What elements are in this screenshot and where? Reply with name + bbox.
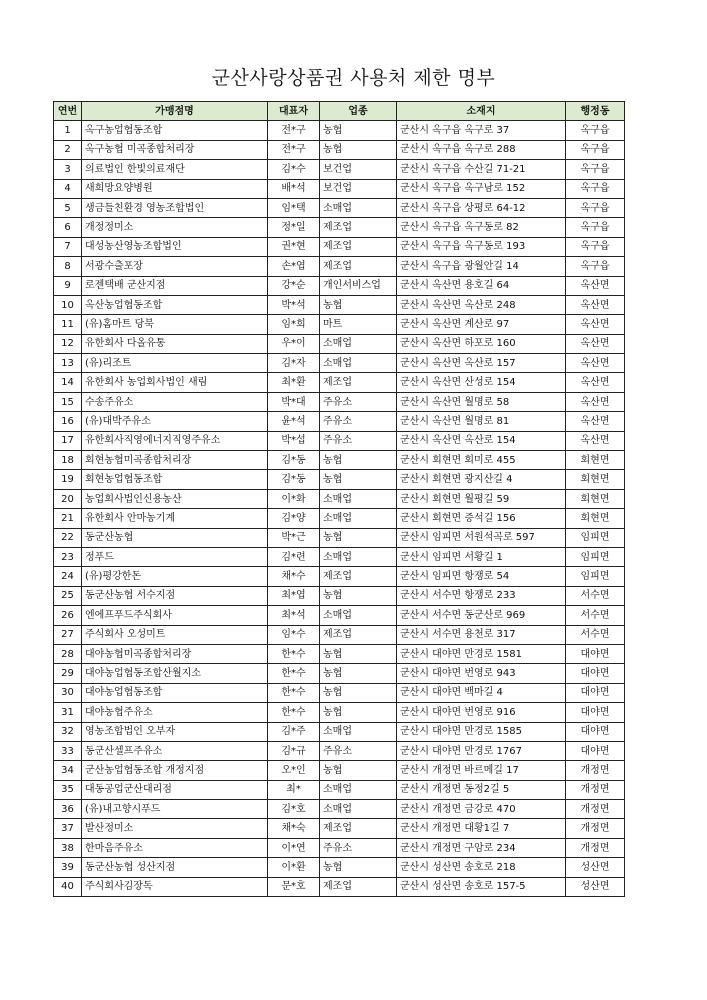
cell-number: 3 <box>54 160 82 179</box>
table-row <box>54 838 625 857</box>
cell-industry: 농협 <box>320 586 397 605</box>
table-row <box>54 412 625 431</box>
cell-district: 임피면 <box>566 528 625 547</box>
column-header-address: 소재지 <box>397 102 566 121</box>
cell-representative: 김*주 <box>268 722 320 741</box>
cell-store-name: (유)대박주유소 <box>82 412 268 431</box>
cell-district: 옥산면 <box>566 315 625 334</box>
cell-district: 옥산면 <box>566 354 625 373</box>
cell-number: 12 <box>54 334 82 353</box>
cell-store-name: 새희망요양병원 <box>82 179 268 198</box>
cell-industry: 소매업 <box>320 547 397 566</box>
cell-address: 군산시 옥구읍 상평로 64-12 <box>397 198 566 217</box>
cell-representative: 김*동 <box>268 470 320 489</box>
cell-store-name: 한마음주유소 <box>82 838 268 857</box>
cell-representative: 강*순 <box>268 276 320 295</box>
cell-store-name: 옥구농협 미곡종합처리장 <box>82 140 268 159</box>
cell-number: 5 <box>54 198 82 217</box>
cell-representative: 김*수 <box>268 160 320 179</box>
cell-industry: 소매업 <box>320 800 397 819</box>
cell-industry: 제조업 <box>320 257 397 276</box>
cell-number: 15 <box>54 392 82 411</box>
cell-industry: 제조업 <box>320 237 397 256</box>
column-header-number: 연번 <box>54 102 82 121</box>
cell-address: 군산시 회현면 월평길 59 <box>397 489 566 508</box>
cell-store-name: 대야농협주유소 <box>82 703 268 722</box>
cell-number: 21 <box>54 509 82 528</box>
cell-address: 군산시 옥산면 월명로 58 <box>397 392 566 411</box>
cell-store-name: 동군산셀프주유소 <box>82 741 268 760</box>
cell-store-name: 유한회사 안마농기계 <box>82 509 268 528</box>
cell-store-name: 대성농산영농조합법인 <box>82 237 268 256</box>
cell-representative: 최*환 <box>268 373 320 392</box>
table-header-row <box>54 102 625 121</box>
cell-store-name: 유한회사 농업회사법인 새림 <box>82 373 268 392</box>
cell-representative: 임*희 <box>268 315 320 334</box>
cell-representative: 윤*석 <box>268 412 320 431</box>
table-row <box>54 683 625 702</box>
cell-representative: 김*호 <box>268 800 320 819</box>
column-header-representative: 대표자 <box>268 102 320 121</box>
cell-district: 옥구읍 <box>566 160 625 179</box>
cell-address: 군산시 회현면 증석길 156 <box>397 509 566 528</box>
column-header-industry: 업종 <box>320 102 397 121</box>
table-row <box>54 237 625 256</box>
cell-store-name: 주식회사김장독 <box>82 877 268 896</box>
cell-store-name: 엔에프푸드주식회사 <box>82 606 268 625</box>
cell-store-name: 대동공업군산대리점 <box>82 780 268 799</box>
table-row <box>54 547 625 566</box>
cell-industry: 주유소 <box>320 431 397 450</box>
store-restriction-table <box>53 101 625 897</box>
cell-representative: 채*수 <box>268 567 320 586</box>
cell-district: 회현면 <box>566 451 625 470</box>
cell-address: 군산시 임피면 서원석곡로 597 <box>397 528 566 547</box>
cell-industry: 농협 <box>320 295 397 314</box>
cell-district: 옥산면 <box>566 334 625 353</box>
table-row <box>54 121 625 140</box>
cell-representative: 박*석 <box>268 295 320 314</box>
cell-representative: 김*련 <box>268 547 320 566</box>
cell-address: 군산시 서수면 동군산로 969 <box>397 606 566 625</box>
cell-representative: 손*엽 <box>268 257 320 276</box>
cell-number: 19 <box>54 470 82 489</box>
cell-representative: 김*동 <box>268 451 320 470</box>
cell-number: 33 <box>54 741 82 760</box>
cell-industry: 농협 <box>320 121 397 140</box>
cell-industry: 보건업 <box>320 160 397 179</box>
cell-store-name: 옥산농업협동조합 <box>82 295 268 314</box>
cell-store-name: (유)내고향시푸드 <box>82 800 268 819</box>
cell-industry: 제조업 <box>320 819 397 838</box>
cell-address: 군산시 옥산면 산성로 154 <box>397 373 566 392</box>
cell-address: 군산시 대야면 만경로 1581 <box>397 644 566 663</box>
cell-representative: 이*화 <box>268 489 320 508</box>
cell-address: 군산시 옥구읍 옥구동로 82 <box>397 218 566 237</box>
cell-district: 옥산면 <box>566 431 625 450</box>
table-row <box>54 586 625 605</box>
cell-representative: 배*석 <box>268 179 320 198</box>
cell-district: 옥산면 <box>566 276 625 295</box>
cell-store-name: 회현농업협동조합 <box>82 470 268 489</box>
table-row <box>54 431 625 450</box>
cell-store-name: (유)평강한돈 <box>82 567 268 586</box>
cell-store-name: 영농조합법인 오부자 <box>82 722 268 741</box>
cell-industry: 농협 <box>320 528 397 547</box>
cell-district: 옥구읍 <box>566 140 625 159</box>
table-row <box>54 761 625 780</box>
cell-representative: 임*택 <box>268 198 320 217</box>
cell-address: 군산시 옥산면 계산로 97 <box>397 315 566 334</box>
cell-district: 옥구읍 <box>566 257 625 276</box>
cell-address: 군산시 옥구읍 광월안길 14 <box>397 257 566 276</box>
cell-representative: 오*인 <box>268 761 320 780</box>
cell-industry: 마트 <box>320 315 397 334</box>
cell-number: 17 <box>54 431 82 450</box>
cell-district: 옥구읍 <box>566 237 625 256</box>
cell-industry: 제조업 <box>320 218 397 237</box>
cell-number: 36 <box>54 800 82 819</box>
cell-store-name: 대야농업협동조합 <box>82 683 268 702</box>
cell-representative: 한*수 <box>268 683 320 702</box>
cell-address: 군산시 옥산면 월명로 81 <box>397 412 566 431</box>
cell-district: 옥산면 <box>566 412 625 431</box>
cell-representative: 우*이 <box>268 334 320 353</box>
cell-representative: 채*숙 <box>268 819 320 838</box>
cell-number: 13 <box>54 354 82 373</box>
cell-industry: 농협 <box>320 470 397 489</box>
cell-store-name: 주식회사 오성미트 <box>82 625 268 644</box>
cell-store-name: 유한회사 다올유통 <box>82 334 268 353</box>
cell-district: 회현면 <box>566 470 625 489</box>
cell-number: 31 <box>54 703 82 722</box>
cell-number: 20 <box>54 489 82 508</box>
table-row <box>54 780 625 799</box>
cell-number: 27 <box>54 625 82 644</box>
cell-address: 군산시 대야면 만경로 1585 <box>397 722 566 741</box>
cell-store-name: 유한회사직영에너지직영주유소 <box>82 431 268 450</box>
cell-address: 군산시 옥산면 용호길 64 <box>397 276 566 295</box>
cell-industry: 농협 <box>320 664 397 683</box>
table-body <box>54 121 625 897</box>
table-row <box>54 392 625 411</box>
cell-district: 옥산면 <box>566 392 625 411</box>
cell-address: 군산시 옥구읍 수산길 71-21 <box>397 160 566 179</box>
cell-district: 개정면 <box>566 761 625 780</box>
cell-store-name: 의료법인 한빛의료재단 <box>82 160 268 179</box>
cell-address: 군산시 대야면 백마길 4 <box>397 683 566 702</box>
cell-number: 2 <box>54 140 82 159</box>
cell-representative: 최* <box>268 780 320 799</box>
cell-store-name: 로젠택배 군산지점 <box>82 276 268 295</box>
cell-industry: 주유소 <box>320 741 397 760</box>
cell-representative: 권*현 <box>268 237 320 256</box>
cell-address: 군산시 대야면 번영로 943 <box>397 664 566 683</box>
cell-industry: 소매업 <box>320 606 397 625</box>
cell-district: 대야면 <box>566 664 625 683</box>
cell-industry: 제조업 <box>320 373 397 392</box>
cell-address: 군산시 대야면 만경로 1767 <box>397 741 566 760</box>
cell-representative: 이*연 <box>268 838 320 857</box>
cell-representative: 임*수 <box>268 625 320 644</box>
cell-address: 군산시 옥구읍 옥구남로 152 <box>397 179 566 198</box>
table-row <box>54 218 625 237</box>
cell-number: 16 <box>54 412 82 431</box>
cell-store-name: 회현농협미곡종합처리장 <box>82 451 268 470</box>
table-row <box>54 470 625 489</box>
cell-district: 대야면 <box>566 683 625 702</box>
cell-district: 서수면 <box>566 606 625 625</box>
table-row <box>54 295 625 314</box>
cell-industry: 주유소 <box>320 412 397 431</box>
cell-industry: 소매업 <box>320 334 397 353</box>
cell-industry: 보건업 <box>320 179 397 198</box>
cell-district: 대야면 <box>566 703 625 722</box>
cell-industry: 농협 <box>320 761 397 780</box>
cell-district: 개정면 <box>566 838 625 857</box>
cell-district: 개정면 <box>566 800 625 819</box>
cell-district: 성산면 <box>566 858 625 877</box>
cell-number: 38 <box>54 838 82 857</box>
table-row <box>54 606 625 625</box>
cell-district: 옥구읍 <box>566 198 625 217</box>
cell-industry: 개인서비스업 <box>320 276 397 295</box>
cell-number: 11 <box>54 315 82 334</box>
cell-number: 24 <box>54 567 82 586</box>
cell-number: 37 <box>54 819 82 838</box>
cell-industry: 소매업 <box>320 722 397 741</box>
cell-address: 군산시 회현면 회미로 455 <box>397 451 566 470</box>
cell-store-name: 대야농업협동조합산월지소 <box>82 664 268 683</box>
cell-district: 대야면 <box>566 644 625 663</box>
cell-representative: 정*일 <box>268 218 320 237</box>
cell-representative: 한*수 <box>268 644 320 663</box>
cell-address: 군산시 옥산면 하포로 160 <box>397 334 566 353</box>
cell-address: 군산시 옥산면 옥산로 157 <box>397 354 566 373</box>
cell-district: 대야면 <box>566 741 625 760</box>
cell-representative: 한*수 <box>268 703 320 722</box>
cell-address: 군산시 개정면 바르메길 17 <box>397 761 566 780</box>
table-row <box>54 179 625 198</box>
cell-address: 군산시 임피면 항쟁로 54 <box>397 567 566 586</box>
cell-address: 군산시 옥산면 옥산로 248 <box>397 295 566 314</box>
cell-district: 옥구읍 <box>566 218 625 237</box>
cell-number: 25 <box>54 586 82 605</box>
table-row <box>54 334 625 353</box>
cell-address: 군산시 옥구읍 옥구로 37 <box>397 121 566 140</box>
cell-address: 군산시 회현면 광지산길 4 <box>397 470 566 489</box>
cell-store-name: 대야농협미곡종합처리장 <box>82 644 268 663</box>
table-row <box>54 741 625 760</box>
cell-industry: 농협 <box>320 140 397 159</box>
cell-address: 군산시 서수면 용천로 317 <box>397 625 566 644</box>
cell-district: 대야면 <box>566 722 625 741</box>
table-row <box>54 160 625 179</box>
cell-district: 옥산면 <box>566 295 625 314</box>
cell-address: 군산시 개정면 대황1길 7 <box>397 819 566 838</box>
cell-number: 1 <box>54 121 82 140</box>
cell-address: 군산시 개정면 구암로 234 <box>397 838 566 857</box>
cell-district: 옥산면 <box>566 373 625 392</box>
column-header-district: 행정동 <box>566 102 625 121</box>
cell-address: 군산시 개정면 금강로 470 <box>397 800 566 819</box>
cell-district: 회현면 <box>566 509 625 528</box>
cell-district: 성산면 <box>566 877 625 896</box>
cell-address: 군산시 옥구읍 옥구동로 193 <box>397 237 566 256</box>
table-row <box>54 703 625 722</box>
cell-store-name: 개정정미소 <box>82 218 268 237</box>
cell-district: 회현면 <box>566 489 625 508</box>
cell-store-name: 발산정미소 <box>82 819 268 838</box>
cell-industry: 소매업 <box>320 198 397 217</box>
cell-district: 임피면 <box>566 547 625 566</box>
cell-industry: 농협 <box>320 644 397 663</box>
cell-representative: 최*석 <box>268 606 320 625</box>
cell-number: 40 <box>54 877 82 896</box>
cell-store-name: 수송주유소 <box>82 392 268 411</box>
cell-industry: 제조업 <box>320 625 397 644</box>
table-row <box>54 625 625 644</box>
cell-representative: 박*대 <box>268 392 320 411</box>
cell-store-name: 생금들친환경 영농조합법인 <box>82 198 268 217</box>
cell-store-name: (유)홈마트 당북 <box>82 315 268 334</box>
cell-store-name: 서광수출포장 <box>82 257 268 276</box>
cell-number: 18 <box>54 451 82 470</box>
table-row <box>54 451 625 470</box>
cell-number: 14 <box>54 373 82 392</box>
cell-representative: 김*규 <box>268 741 320 760</box>
cell-district: 옥구읍 <box>566 179 625 198</box>
table-row <box>54 664 625 683</box>
cell-representative: 이*환 <box>268 858 320 877</box>
cell-number: 7 <box>54 237 82 256</box>
cell-store-name: 옥구농업협동조합 <box>82 121 268 140</box>
cell-district: 개정면 <box>566 780 625 799</box>
table-row <box>54 819 625 838</box>
cell-number: 9 <box>54 276 82 295</box>
table-row <box>54 257 625 276</box>
cell-district: 개정면 <box>566 819 625 838</box>
column-header-store-name: 가맹점명 <box>82 102 268 121</box>
cell-address: 군산시 임피면 서황길 1 <box>397 547 566 566</box>
cell-number: 10 <box>54 295 82 314</box>
cell-number: 39 <box>54 858 82 877</box>
cell-industry: 소매업 <box>320 780 397 799</box>
cell-representative: 전*구 <box>268 140 320 159</box>
cell-representative: 박*근 <box>268 528 320 547</box>
table-row <box>54 489 625 508</box>
cell-representative: 최*엽 <box>268 586 320 605</box>
cell-number: 28 <box>54 644 82 663</box>
cell-number: 22 <box>54 528 82 547</box>
cell-district: 서수면 <box>566 586 625 605</box>
cell-district: 임피면 <box>566 567 625 586</box>
table-row <box>54 877 625 896</box>
table-row <box>54 276 625 295</box>
cell-address: 군산시 개정면 동정2길 5 <box>397 780 566 799</box>
table-row <box>54 528 625 547</box>
cell-industry: 농협 <box>320 451 397 470</box>
cell-address: 군산시 성산면 송호로 218 <box>397 858 566 877</box>
cell-representative: 한*수 <box>268 664 320 683</box>
cell-industry: 소매업 <box>320 509 397 528</box>
cell-industry: 주유소 <box>320 392 397 411</box>
cell-store-name: 농업회사법인신용농산 <box>82 489 268 508</box>
cell-store-name: 군산농업협동조합 개정지점 <box>82 761 268 780</box>
table-row <box>54 354 625 373</box>
cell-number: 35 <box>54 780 82 799</box>
cell-address: 군산시 대야면 번영로 916 <box>397 703 566 722</box>
cell-store-name: 정푸드 <box>82 547 268 566</box>
cell-industry: 소매업 <box>320 354 397 373</box>
cell-representative: 문*호 <box>268 877 320 896</box>
cell-representative: 전*구 <box>268 121 320 140</box>
cell-address: 군산시 옥구읍 옥구로 288 <box>397 140 566 159</box>
cell-industry: 농협 <box>320 703 397 722</box>
table-row <box>54 198 625 217</box>
cell-number: 26 <box>54 606 82 625</box>
document-title: 군산사랑상품권 사용처 제한 명부 <box>211 67 496 89</box>
table-row <box>54 567 625 586</box>
cell-number: 34 <box>54 761 82 780</box>
cell-district: 옥구읍 <box>566 121 625 140</box>
cell-address: 군산시 옥산면 옥산로 154 <box>397 431 566 450</box>
cell-store-name: 동군산농협 서수지점 <box>82 586 268 605</box>
table-row <box>54 373 625 392</box>
cell-number: 30 <box>54 683 82 702</box>
cell-number: 29 <box>54 664 82 683</box>
cell-industry: 제조업 <box>320 567 397 586</box>
cell-number: 32 <box>54 722 82 741</box>
cell-number: 8 <box>54 257 82 276</box>
table-row <box>54 315 625 334</box>
cell-address: 군산시 서수면 항쟁로 233 <box>397 586 566 605</box>
cell-number: 6 <box>54 218 82 237</box>
cell-number: 23 <box>54 547 82 566</box>
table-row <box>54 858 625 877</box>
cell-industry: 농협 <box>320 683 397 702</box>
cell-industry: 제조업 <box>320 877 397 896</box>
cell-industry: 소매업 <box>320 489 397 508</box>
table-row <box>54 509 625 528</box>
cell-number: 4 <box>54 179 82 198</box>
cell-store-name: 동군산농협 성산지점 <box>82 858 268 877</box>
table-row <box>54 644 625 663</box>
cell-industry: 농협 <box>320 858 397 877</box>
cell-representative: 김*자 <box>268 354 320 373</box>
table-row <box>54 722 625 741</box>
cell-industry: 주유소 <box>320 838 397 857</box>
cell-representative: 김*양 <box>268 509 320 528</box>
cell-representative: 박*섭 <box>268 431 320 450</box>
table-row <box>54 800 625 819</box>
table-row <box>54 140 625 159</box>
cell-store-name: (유)리조트 <box>82 354 268 373</box>
cell-store-name: 동군산농협 <box>82 528 268 547</box>
cell-district: 서수면 <box>566 625 625 644</box>
cell-address: 군산시 성산면 송호로 157-5 <box>397 877 566 896</box>
